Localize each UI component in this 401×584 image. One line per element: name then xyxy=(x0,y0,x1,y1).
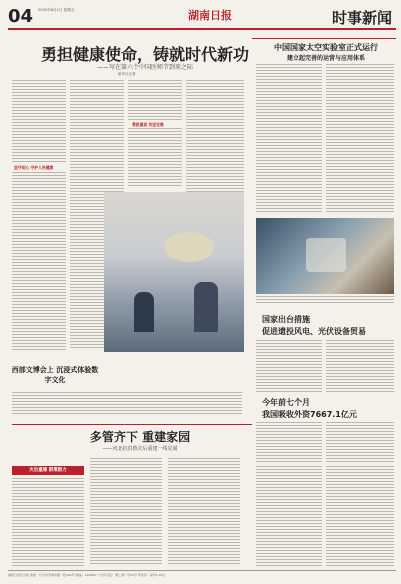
newspaper-logo: 湖南日报 xyxy=(188,9,232,22)
text-column xyxy=(326,422,394,462)
lead-headline: 勇担健康使命，铸就时代新功 xyxy=(40,45,249,64)
story2-subtitle: 建立起完善的运营与应用体系 xyxy=(286,55,365,62)
story4-headline-line1: 今年前七个月 xyxy=(262,398,310,407)
text-column xyxy=(256,340,322,392)
photo-title: 西部文博会上 沉浸式体验数字文化 xyxy=(11,366,99,384)
photo-space-station xyxy=(256,218,394,294)
text-column xyxy=(168,458,240,566)
photo-digital-culture xyxy=(104,192,244,352)
text-column xyxy=(256,422,322,462)
text-column xyxy=(12,172,66,350)
story5-subtitle: ——河北抗洪救灾后重建一线见闻 xyxy=(102,446,178,452)
text-column xyxy=(90,458,162,566)
text-column xyxy=(326,340,394,392)
lead-subtitle: ——写在第六个中国医师节到来之际 xyxy=(96,64,193,71)
page-header xyxy=(8,4,396,30)
text-column xyxy=(186,80,244,200)
photo-caption-text xyxy=(256,296,394,304)
text-column xyxy=(128,80,182,120)
text-column xyxy=(326,64,394,214)
text-column xyxy=(12,80,66,162)
header-date: 2025年8月1日 星期五 xyxy=(38,8,75,12)
photo-caption-text xyxy=(12,392,242,414)
page-footer: 湖南日报社出版 地址：长沙市芙蓉中路一段442号 邮编：410005 广告许可证：湘工商广字01号 零售价：每份1.00元 xyxy=(8,570,396,577)
text-column xyxy=(12,478,84,566)
story3-headline-line1: 国家出台措施 xyxy=(262,315,310,324)
text-column xyxy=(256,64,322,214)
page-number: 04 xyxy=(8,6,34,27)
story2-headline: 中国国家太空实验室正式运行 xyxy=(274,43,378,52)
text-column xyxy=(128,128,182,188)
text-column xyxy=(326,466,394,566)
story5-section-box: 灾后重建 群策群力 xyxy=(12,466,84,475)
story4-headline-line2: 我国吸收外资7667.1亿元 xyxy=(262,410,357,419)
lead-subhead-2: 勇挑重担 攻坚克难 xyxy=(132,122,164,127)
story3-headline-line2: 促进遗投风电、光伏设备贸易 xyxy=(262,327,366,336)
story5-headline: 多管齐下 重建家园 xyxy=(89,430,191,444)
text-column xyxy=(256,466,322,566)
divider xyxy=(12,424,252,425)
section-title: 时事新闻 xyxy=(331,9,392,27)
lead-subhead-1: 坚守初心 守护人民健康 xyxy=(14,165,54,170)
lead-byline: 新华社记者 xyxy=(118,72,136,76)
divider xyxy=(252,38,396,39)
